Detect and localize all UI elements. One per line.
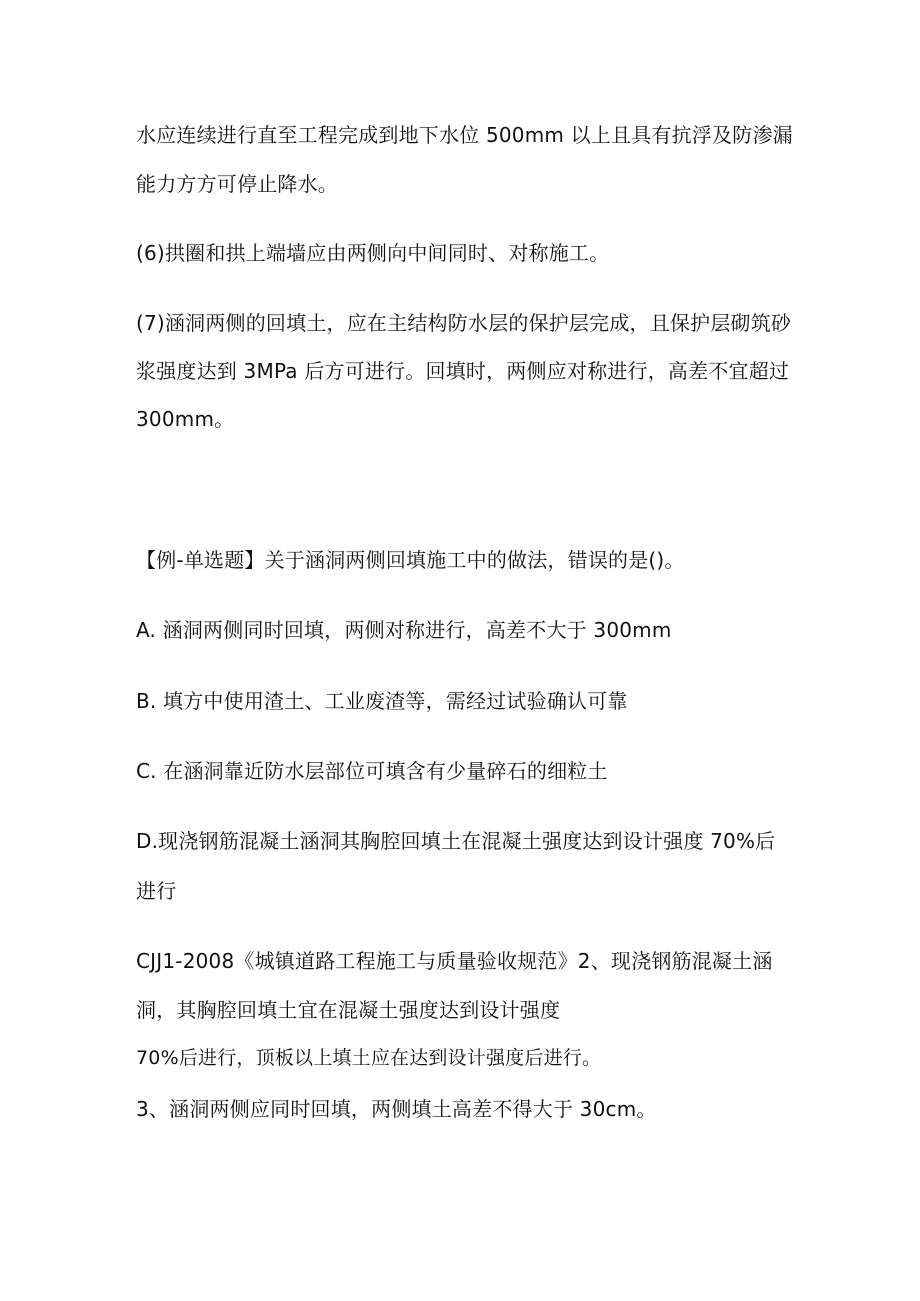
text-line-6: 300mm。 bbox=[136, 407, 235, 431]
text-line-2: 能力方方可停止降水。 bbox=[136, 172, 338, 196]
reference-line-3: 70%后进行，顶板以上填土应在达到设计强度后进行。 bbox=[136, 1047, 602, 1069]
question-stem: 【例-单选题】关于涵洞两侧回填施工中的做法，错误的是()。 bbox=[136, 548, 685, 572]
reference-line-4: 3、涵洞两侧应同时回填，两侧填土高差不得大于 30cm。 bbox=[136, 1097, 657, 1121]
text-line-5: 浆强度达到 3MPa 后方可进行。回填时，两侧应对称进行，高差不宜超过 bbox=[136, 359, 790, 383]
text-line-1: 水应连续进行直至工程完成到地下水位 500mm 以上且具有抗浮及防渗漏 bbox=[136, 123, 793, 147]
option-a: A. 涵洞两侧同时回填，两侧对称进行，高差不大于 300mm bbox=[136, 618, 672, 642]
option-d-line-1: D.现浇钢筋混凝土涵洞其胸腔回填土在混凝土强度达到设计强度 70%后 bbox=[136, 829, 776, 853]
reference-line-2: 洞，其胸腔回填土宜在混凝土强度达到设计强度 bbox=[136, 998, 561, 1022]
option-d-line-2: 进行 bbox=[136, 879, 177, 903]
text-line-3: (6)拱圈和拱上端墙应由两侧向中间同时、对称施工。 bbox=[136, 241, 610, 265]
option-b: B. 填方中使用渣土、工业废渣等，需经过试验确认可靠 bbox=[136, 689, 628, 713]
reference-line-1: CJJ1-2008《城镇道路工程施工与质量验收规范》2、现浇钢筋混凝土涵 bbox=[136, 949, 773, 973]
option-c: C. 在涵洞靠近防水层部位可填含有少量碎石的细粒土 bbox=[136, 759, 608, 783]
text-line-4: (7)涵洞两侧的回填土，应在主结构防水层的保护层完成，且保护层砌筑砂 bbox=[136, 311, 792, 335]
